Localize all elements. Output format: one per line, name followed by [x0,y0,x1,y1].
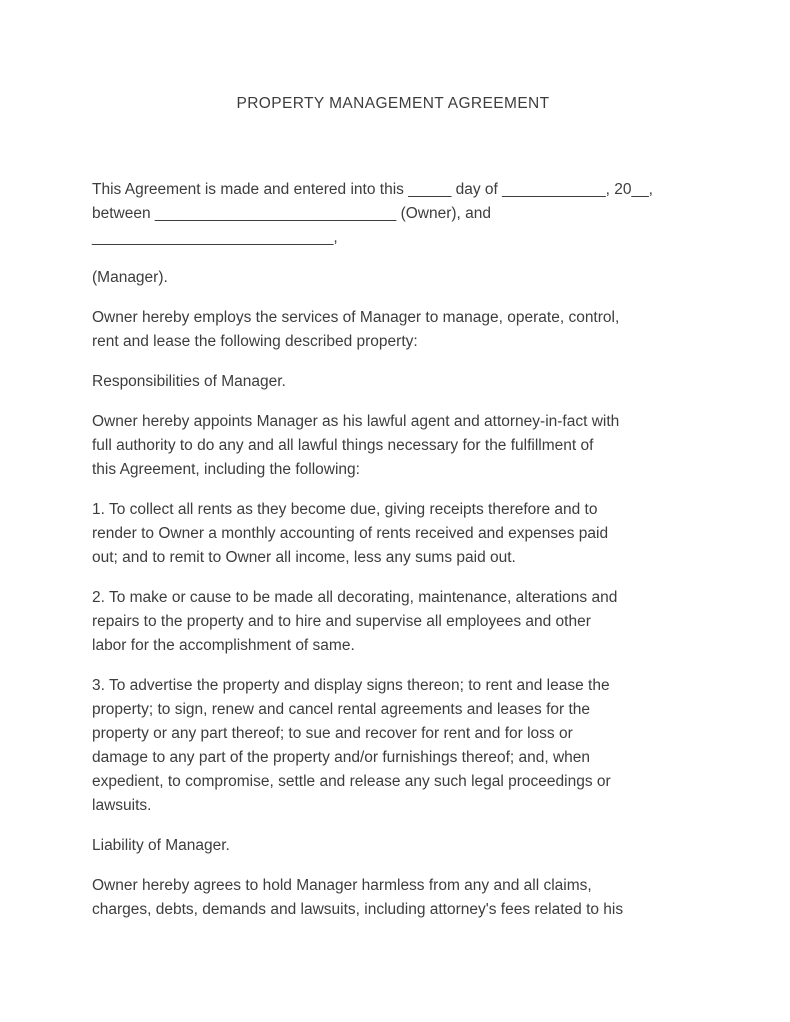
text-line: out; and to remit to Owner all income, less any sums paid out. [92,549,516,566]
text-line: this Agreement, including the following: [92,461,360,478]
paragraph-intro [92,178,694,250]
text-line: labor for the accomplishment of same. [92,637,355,654]
paragraph-item-2 [92,586,694,658]
text-line: Liability of Manager. [92,837,230,854]
text-line: 3. To advertise the property and display signs thereon; to rent and lease the [92,677,610,694]
document-body [92,178,694,922]
paragraph-liability-heading [92,834,694,858]
text-line: This Agreement is made and entered into this _____ day of ____________, 20__, [92,181,653,198]
paragraph-employs-clause [92,306,694,354]
paragraph-appoints-clause [92,410,694,482]
text-line: full authority to do any and all lawful things necessary for the fulfillment of [92,437,594,454]
text-line: repairs to the property and to hire and supervise all employees and other [92,613,591,630]
paragraph-item-3 [92,674,694,818]
text-line: render to Owner a monthly accounting of rents received and expenses paid [92,525,609,542]
text-line: property; to sign, renew and cancel rental agreements and leases for the [92,701,591,718]
paragraph-item-1 [92,498,694,570]
text-line: between ____________________________ (Owner), and [92,205,492,222]
text-line: damage to any part of the property and/or furnishings thereof; and, when [92,749,591,766]
paragraph-manager-label [92,266,694,290]
paragraph-responsibilities-heading [92,370,694,394]
text-line: charges, debts, demands and lawsuits, including attorney's fees related to his [92,901,624,918]
text-line: Owner hereby appoints Manager as his lawful agent and attorney-in-fact with [92,413,620,430]
text-line: Responsibilities of Manager. [92,373,286,390]
text-line: expedient, to compromise, settle and release any such legal proceedings or [92,773,611,790]
text-line: Owner hereby agrees to hold Manager harmless from any and all claims, [92,877,592,894]
text-line: 2. To make or cause to be made all decorating, maintenance, alterations and [92,589,618,606]
paragraph-hold-harmless-clause [92,874,694,922]
text-line: property or any part thereof; to sue and recover for rent and for loss or [92,725,573,742]
text-line: 1. To collect all rents as they become due, giving receipts therefore and to [92,501,598,518]
document-title: PROPERTY MANAGEMENT AGREEMENT [236,95,550,112]
text-line: Owner hereby employs the services of Manager to manage, operate, control, [92,309,620,326]
text-line: lawsuits. [92,797,152,814]
text-line: ____________________________, [92,229,338,246]
text-line: rent and lease the following described property: [92,333,418,350]
text-line: (Manager). [92,269,168,286]
